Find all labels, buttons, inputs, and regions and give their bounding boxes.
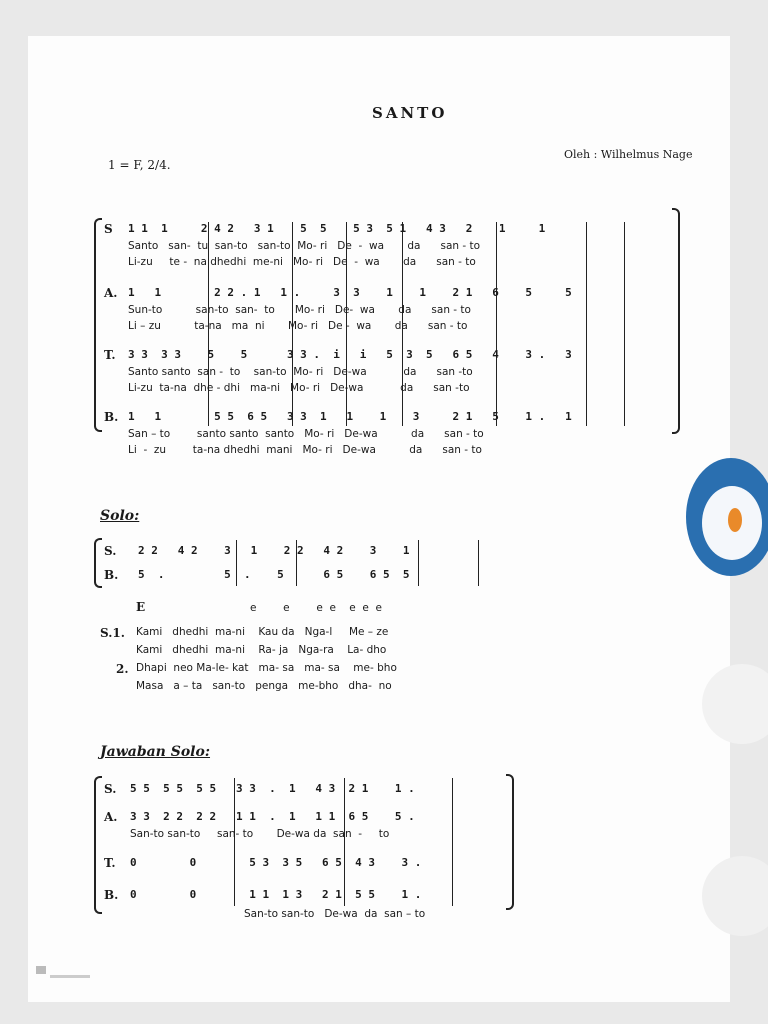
song-title: SANTO bbox=[372, 104, 448, 122]
verse-2-line-1: Dhapi neo Ma-le- kat ma- sa ma- sa me- bho bbox=[136, 662, 397, 674]
response-heading: Jawaban Solo: bbox=[100, 744, 211, 760]
response-alto-lyric: San-to san-to san- to De-wa da san - to bbox=[130, 828, 390, 840]
barline bbox=[452, 778, 453, 906]
solo-heading: Solo: bbox=[100, 508, 140, 524]
soprano-notes: 1 1 1 2 4 2 3 1 5 5 5 3 5 1 4 3 2 1 1 bbox=[128, 222, 546, 235]
response-voice-soprano: S. bbox=[104, 782, 117, 796]
barline bbox=[418, 540, 419, 586]
bass-notes: 1 1 5 5 6 5 3 3 1 1 1 3 2 1 5 1 . 1 bbox=[128, 410, 572, 423]
tenor-notes: 3 3 3 3 5 5 3 3 . i i 5 3 5 6 5 4 3 . 3 bbox=[128, 348, 572, 361]
response-soprano-notes: 5 5 5 5 5 5 3 3 . 1 4 3 2 1 1 . bbox=[130, 782, 415, 795]
verse-2-number: 2. bbox=[116, 662, 129, 676]
solo-e-label: E bbox=[136, 600, 146, 614]
composer-credit: Oleh : Wilhelmus Nage bbox=[564, 148, 693, 161]
response-voice-bass: B. bbox=[104, 888, 119, 902]
response-left-brace bbox=[94, 776, 102, 914]
bass-lyric-2: Li - zu ta-na dhedhi mani Mo- ri De-wa da san - to bbox=[128, 444, 482, 456]
solo-voice-bass: B. bbox=[104, 568, 119, 582]
barline bbox=[234, 778, 235, 906]
verse-1-line-2: Kami dhedhi ma-ni Ra- ja Nga-ra La- dho bbox=[136, 644, 387, 656]
verse-1-number: S.1. bbox=[100, 626, 125, 640]
alto-lyric-1: Sun-to san-to san- to Mo- ri De- wa da san - to bbox=[128, 304, 471, 316]
alto-notes: 1 1 2 2 . 1 1 . 3 3 1 1 2 1 6 5 5 bbox=[128, 286, 572, 299]
response-right-brace bbox=[506, 774, 514, 910]
barline bbox=[344, 778, 345, 906]
soprano-lyric-1: Santo san- tu san-to san-to Mo- ri De - wa da san - to bbox=[128, 240, 481, 252]
barline bbox=[478, 540, 479, 586]
system1-left-brace bbox=[94, 218, 102, 432]
system1-right-brace bbox=[672, 208, 680, 434]
response-tenor-notes: 0 0 5 3 3 5 6 5 4 3 3 . bbox=[130, 856, 422, 869]
solo-voice-soprano: S. bbox=[104, 544, 117, 558]
verse-1-line-1: Kami dhedhi ma-ni Kau da Nga-l Me – ze bbox=[136, 626, 389, 638]
voice-label-soprano: S bbox=[104, 222, 113, 236]
solo-soprano-notes: 2 2 4 2 3 1 2 2 4 2 3 1 bbox=[138, 544, 410, 557]
logo-orange-dot bbox=[728, 508, 742, 532]
scanner-watermark bbox=[36, 966, 96, 974]
solo-e-row: e e e e e e e bbox=[250, 602, 382, 614]
solo-brace bbox=[94, 538, 102, 588]
verse-2-line-2: Masa a – ta san-to penga me-bho dha- no bbox=[136, 680, 392, 692]
tenor-lyric-2: Li-zu ta-na dhe - dhi ma-ni Mo- ri De-wa da san -to bbox=[128, 382, 470, 394]
soprano-lyric-2: Li-zu te - na dhedhi me-ni Mo- ri De - wa da san - to bbox=[128, 256, 476, 268]
response-voice-tenor: T. bbox=[104, 856, 116, 870]
response-bass-notes: 0 0 1 1 1 3 2 1 5 5 1 . bbox=[130, 888, 422, 901]
tenor-lyric-1: Santo santo san - to san-to Mo- ri De-wa da san -to bbox=[128, 366, 473, 378]
barline bbox=[496, 222, 497, 426]
response-voice-alto: A. bbox=[104, 810, 118, 824]
voice-label-tenor: T. bbox=[104, 348, 116, 362]
solo-bass-notes: 5 . 5 . 5 6 5 6 5 5 bbox=[138, 568, 410, 581]
barline bbox=[624, 222, 625, 426]
key-signature: 1 = F, 2/4. bbox=[108, 158, 171, 172]
alto-lyric-2: Li – zu ta-na ma ni Mo- ri De - wa da san - to bbox=[128, 320, 468, 332]
bass-lyric-1: San – to santo santo santo Mo- ri De-wa da san - to bbox=[128, 428, 484, 440]
voice-label-bass: B. bbox=[104, 410, 119, 424]
barline bbox=[586, 222, 587, 426]
response-bass-lyric: San-to san-to De-wa da san – to bbox=[244, 908, 426, 920]
voice-label-alto: A. bbox=[104, 286, 118, 300]
response-alto-notes: 3 3 2 2 2 2 1 1 . 1 1 1 6 5 5 . bbox=[130, 810, 415, 823]
